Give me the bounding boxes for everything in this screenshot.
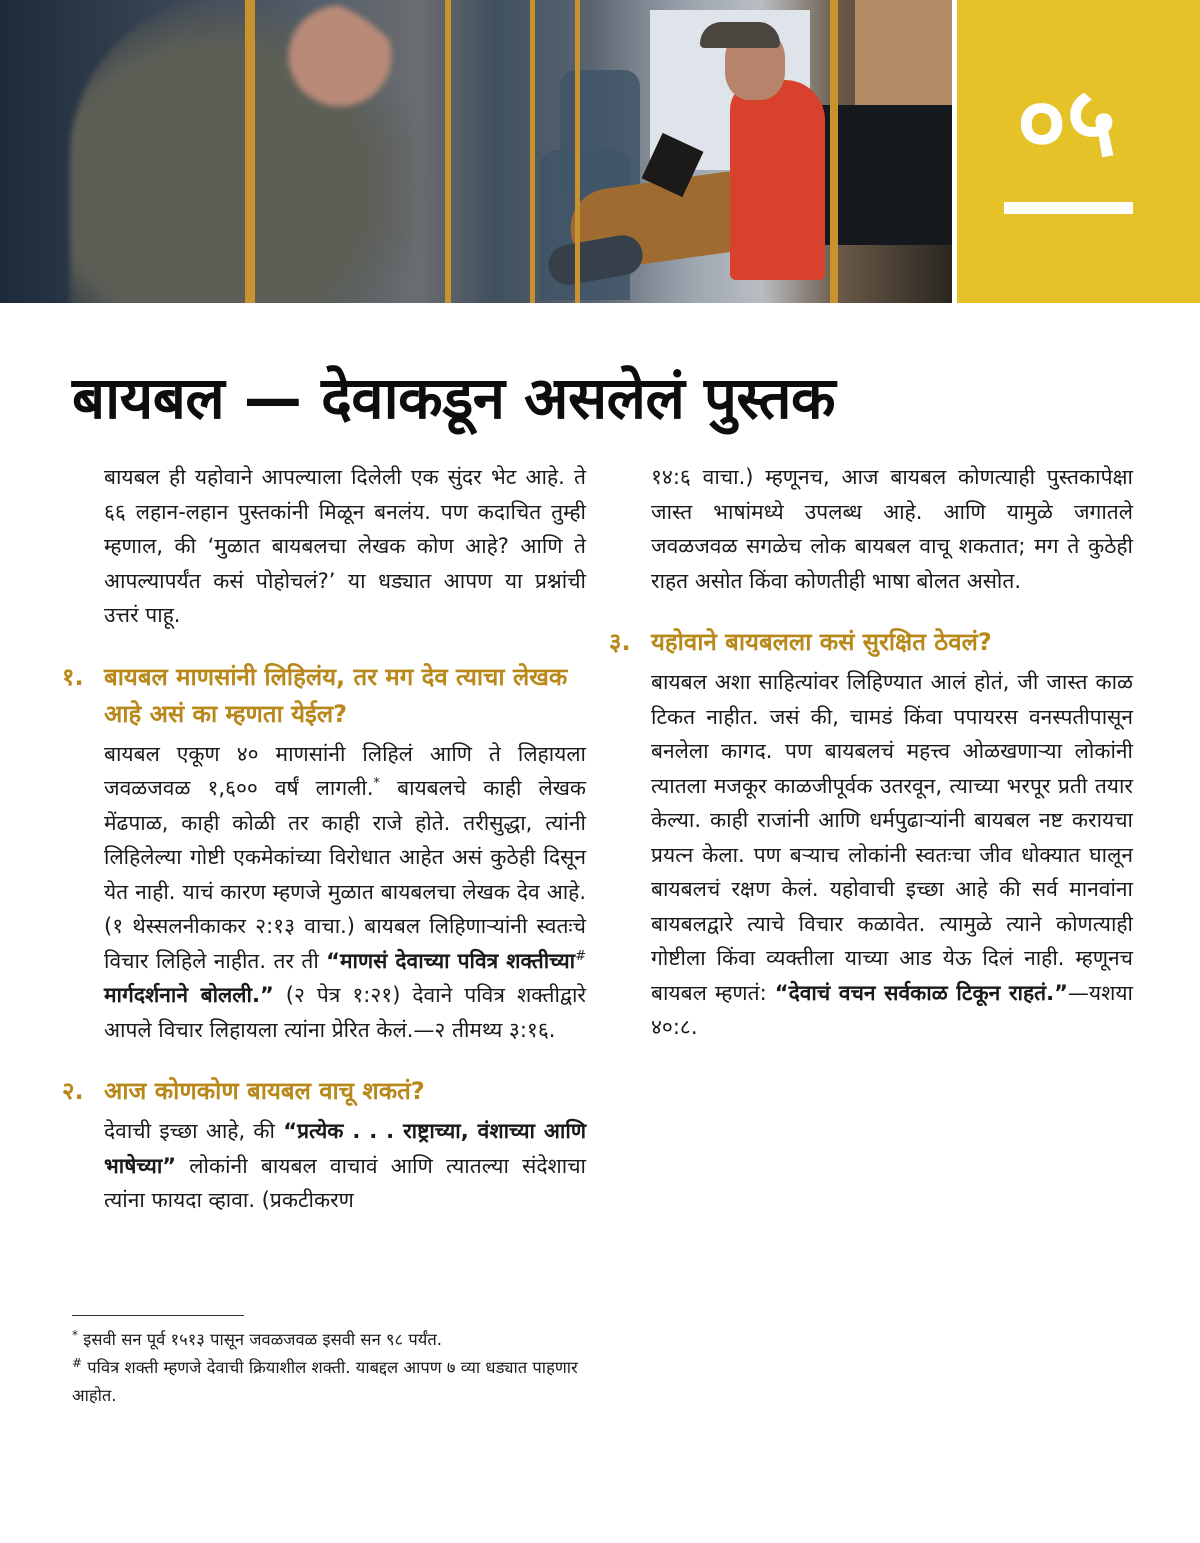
bus-pole (830, 0, 838, 303)
footnote-1 (72, 1326, 592, 1354)
footnote-mark: * (72, 1328, 78, 1342)
section-1-number: १. (62, 662, 84, 691)
body-text: बायबल एकूण ४० माणसांनी लिहिलं आणि ते लिहायला जवळजवळ १,६०० वर्षं लागली. (104, 741, 586, 800)
bus-pole (445, 0, 451, 303)
section-2-question (62, 1073, 586, 1110)
bold-quote: मार्गदर्शनाने बोलली.” (104, 983, 274, 1007)
footnote-ref-hash[interactable]: # (575, 948, 587, 964)
section-2-question-text: आज कोणकोण बायबल वाचू शकतं? (104, 1077, 425, 1105)
footnote-text: पवित्र शक्ती म्हणजे देवाची क्रियाशील शक्ती. याबद्दल आपण ७ व्या धड्यात पाहणार आहोत. (72, 1358, 578, 1405)
body-text: देवाची इच्छा आहे, की (104, 1119, 284, 1143)
section-3-question-text: यहोवाने बायबलला कसं सुरक्षित ठेवलं? (651, 628, 992, 656)
footnote-divider (72, 1315, 244, 1316)
body-text: —यशया ४०:८. (651, 980, 1133, 1039)
section-3-question (609, 624, 1133, 661)
bus-pole (245, 0, 255, 303)
page-title: बायबल — देवाकडून असलेलं पुस्तक (72, 364, 836, 432)
bus-pole (575, 0, 580, 303)
body-text: (२ पेत्र १:२१) देवाने पवित्र शक्तीद्वारे आपले विचार लिहायला त्यांना प्रेरित केलं.—२ तीमथ्य ३:१६. (104, 983, 586, 1042)
bold-quote: “प्रत्येक . . . राष्ट्राच्या, वंशाच्या आणि भाषेच्या” (104, 1119, 586, 1178)
intro-paragraph: बायबल ही यहोवाने आपल्याला दिलेली एक सुंदर भेट आहे. ते ६६ लहान-लहान पुस्तकांनी मिळून बनलंय. पण कदाचित तुम्ही म्हणाल, की ‘मुळात बायबलचा लेखक कोण आहे? आणि ते आपल्यापर्यंत कसं पोहोचलं?’ या धड्यात आपण या प्रश्नांची उत्तरं पाहू. (104, 465, 586, 627)
body-text: बायबल अशा साहित्यांवर लिहिण्यात आलं होतं, जी जास्त काळ टिकत नाहीत. जसं की, चामडं किंवा पपायरस वनस्पतीपासून बनलेला कागद. पण बायबलचं महत्त्व ओळखणाऱ्या लोकांनी त्यातला मजकूर काळजीपूर्वक उतरवून, त्याच्या भरपूर प्रती तयार केल्या. काही राजांनी आणि धर्मपुढाऱ्यांनी बायबल नष्ट करायचा प्रयत्न केला. पण बऱ्याच लोकांनी स्वतःचा जीव धोक्यात घालून बायबलचं रक्षण केलं. यहोवाची इच्छा आहे की सर्व मानवांना बायबलद्वारे त्याचे विचार कळावेत. त्यामुळे त्याने कोणत्याही गोष्टीला किंवा व्यक्तीला याच्या आड येऊ दिलं नाही. म्हणूनच बायबल म्हणतं: (651, 670, 1133, 1005)
section-3-number: ३. (609, 628, 631, 656)
bold-quote: “माणसं देवाच्या पवित्र शक्तीच्या (326, 948, 576, 973)
right-column (609, 460, 1133, 1045)
reader-cap (700, 22, 780, 48)
badge-underline (1004, 202, 1133, 214)
footnote-2 (72, 1354, 592, 1410)
section-3-body (651, 665, 1133, 1045)
reader-jacket (730, 80, 825, 280)
header-photo (0, 0, 952, 303)
section-2-number: २. (62, 1077, 84, 1105)
standing-passenger (855, 0, 952, 110)
footnote-ref-asterisk[interactable]: * (373, 776, 381, 791)
footnote-mark: # (72, 1356, 83, 1370)
section-2-body-continued: १४:६ वाचा.) म्हणूनच, आज बायबल कोणत्याही पुस्तकापेक्षा जास्त भाषांमध्ये उपलब्ध आहे. आणि यामुळे जगातले जवळजवळ सगळेच लोक बायबल वाचू शकतात; मग ते कुठेही राहत असोत किंवा कोणतीही भाषा बोलत असोत. (651, 465, 1133, 593)
section-2-body (104, 1114, 586, 1218)
footnote-text: इसवी सन पूर्व १५१३ पासून जवळजवळ इसवी सन ९८ पर्यंत. (78, 1330, 442, 1349)
left-column (62, 460, 587, 1218)
section-1-question (62, 659, 586, 733)
section-1-question-text: बायबल माणसांनी लिहिलंय, तर मग देव त्याचा लेखक आहे असं का म्हणता येईल? (104, 662, 568, 728)
chapter-number: ०५ (1016, 66, 1117, 178)
bold-quote: “देवाचं वचन सर्वकाळ टिकून राहतं.” (774, 980, 1068, 1005)
body-text: लोकांनी बायबल वाचावं आणि त्यातल्या संदेशाचा त्यांना फायदा व्हावा. (प्रकटीकरण (104, 1153, 586, 1212)
footnotes (72, 1326, 592, 1410)
body-text: बायबलचे काही लेखक मेंढपाळ, काही कोळी तर काही राजे होते. तरीसुद्धा, त्यांनी लिहिलेल्या गोष्टी एकमेकांच्या विरोधात आहेत असं कुठेही दिसून येत नाही. याचं कारण म्हणजे मुळात बायबलचा लेखक देव आहे. (१ थेस्सलनीकाकर २:१३ वाचा.) बायबल लिहिणाऱ्यांनी स्वतःचे विचार लिहिले नाहीत. तर ती (104, 776, 587, 973)
bus-pole (530, 0, 535, 303)
chapter-badge (957, 0, 1200, 303)
section-1-body (104, 737, 586, 1048)
